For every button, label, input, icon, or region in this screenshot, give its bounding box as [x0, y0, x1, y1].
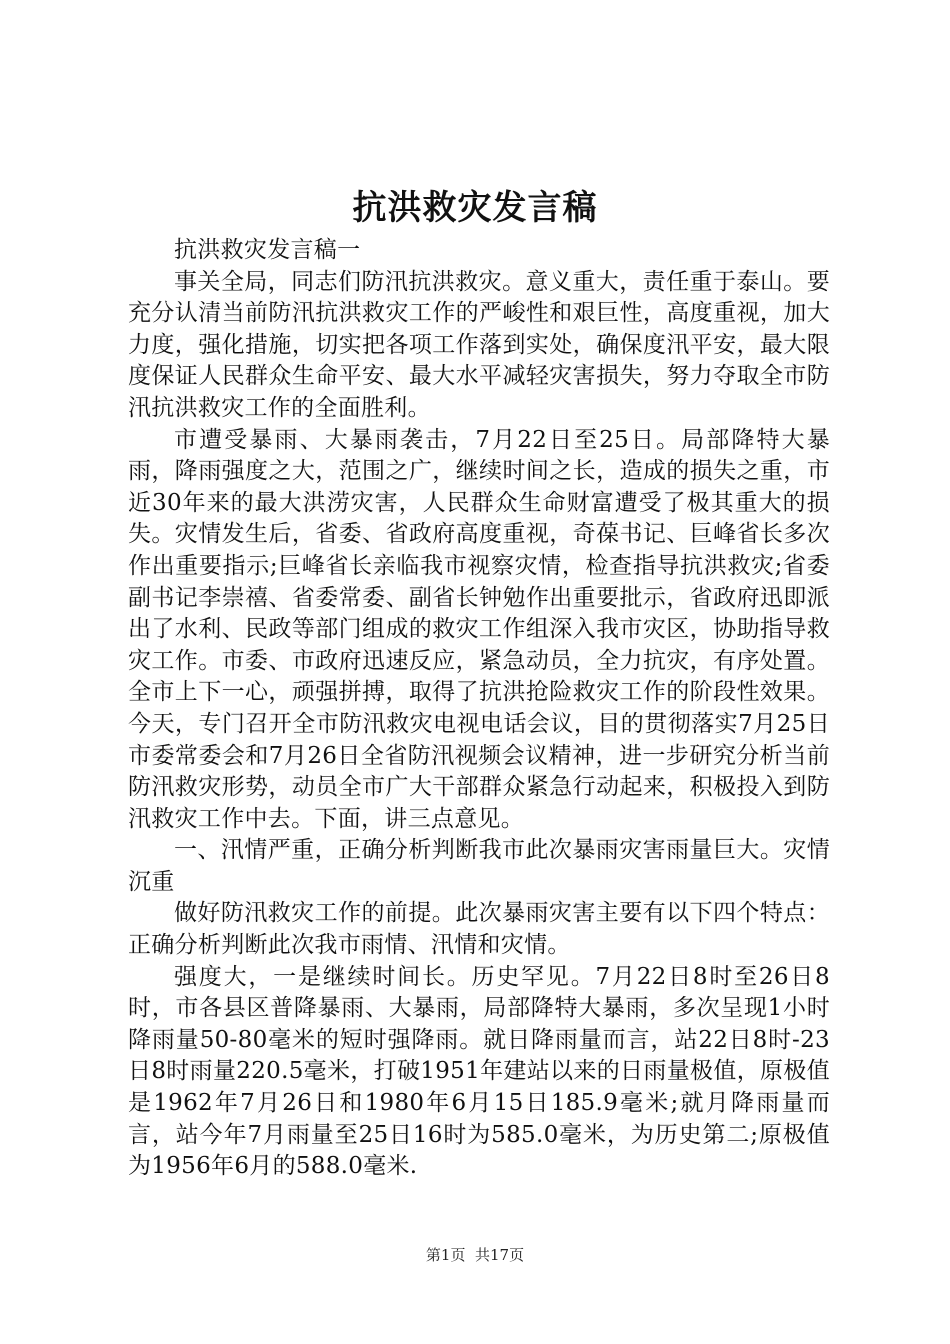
paragraph: 做好防汛救灾工作的前提。此次暴雨灾害主要有以下四个特点：正确分析判断此次我市雨情、汛情和灾情。 — [128, 900, 830, 959]
page-footer — [0, 1245, 950, 1265]
document-body — [128, 235, 830, 1183]
page-number: 第1页 — [425, 1246, 466, 1264]
footer-spacer — [465, 1246, 475, 1264]
paragraph-subtitle: 抗洪救灾发言稿一 — [174, 237, 361, 263]
document-title: 抗洪救灾发言稿 — [352, 188, 598, 228]
paragraph: 事关全局，同志们防汛抗洪救灾。意义重大，责任重于泰山。要充分认清当前防汛抗洪救灾工作的严峻性和艰巨性，高度重视，加大力度，强化措施，切实把各项工作落到实处，确保度汛平安，最大限度保证人民群众生命平安、最大水平减轻灾害损失，努力夺取全市防汛抗洪救灾工作的全面胜利。 — [128, 268, 830, 421]
paragraph: 市遭受暴雨、大暴雨袭击，7月22日至25日。局部降特大暴雨，降雨强度之大，范围之广，继续时间之长，造成的损失之重，市近30年来的最大洪涝灾害，人民群众生命财富遭受了极其重大的损失。灾情发生后，省委、省政府高度重视，奇葆书记、巨峰省长多次作出重要指示;巨峰省长亲临我市视察灾情，检查指导抗洪救灾;省委副书记李崇禧、省委常委、副省长钟勉作出重要批示，省政府迅即派出了水利、民政等部门组成的救灾工作组深入我市灾区，协助指导救灾工作。市委、市政府迅速反应，紧急动员，全力抗灾，有序处置。全市上下一心，顽强拼搏，取得了抗洪抢险救灾工作的阶段性效果。今天，专门召开全市防汛救灾电视电话会议，目的贯彻落实7月25日市委常委会和7月26日全省防汛视频会议精神，进一步研究分析当前防汛救灾形势，动员全市广大干部群众紧急行动起来，积极投入到防汛救灾工作中去。下面，讲三点意见。 — [128, 426, 830, 832]
paragraph-heading: 一、汛情严重，正确分析判断我市此次暴雨灾害雨量巨大。灾情沉重 — [128, 837, 830, 895]
paragraph: 强度大，一是继续时间长。历史罕见。7月22日8时至26日8时，市各县区普降暴雨、大暴雨，局部降特大暴雨，多次呈现1小时降雨量50-80毫米的短时强降雨。就日降雨量而言，站22日8时-23日8时雨量220.5毫米，打破1951年建站以来的日雨量极值，原极值是1962年7月26日和1980年6月15日185.9毫米;就月降雨量而言，站今年7月雨量至25日16时为585.0毫米，为历史第二;原极值为1956年6月的588.0毫米. — [128, 963, 830, 1180]
page-total: 共17页 — [475, 1246, 525, 1264]
